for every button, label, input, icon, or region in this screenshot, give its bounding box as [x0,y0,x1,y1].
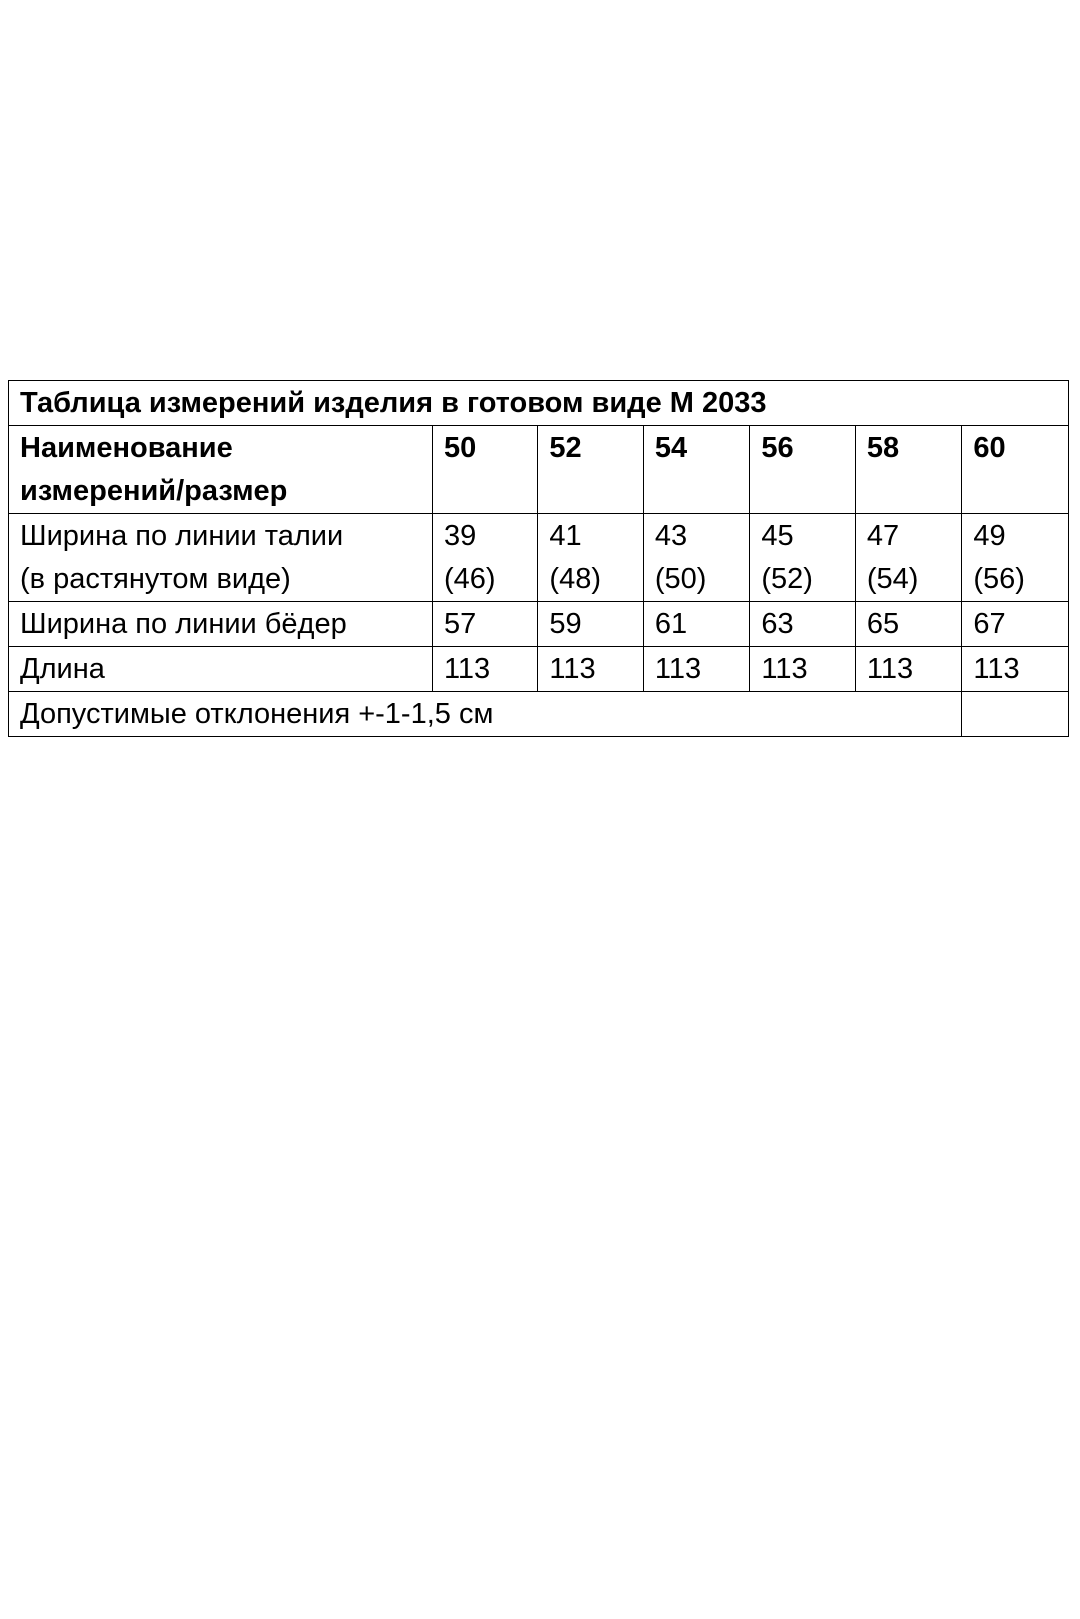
cell-value-stretched: (54) [866,563,919,595]
table-cell: 63 [750,602,855,647]
table-row [9,647,1069,692]
table-cell: 113 [643,647,750,692]
cell-value-stretched: (46) [443,563,496,595]
table-row [9,602,1069,647]
table-cell: 57 [432,602,537,647]
table-note-row [9,692,1069,737]
header-size-52: 52 [538,426,643,514]
header-label-line2: измерений/размер [20,475,288,507]
cell-value: 47 [866,520,900,552]
cell-value-stretched: (50) [654,563,707,595]
table-cell: 113 [538,647,643,692]
row-label-cell: Длина [9,647,433,692]
table-cell: 67 [962,602,1069,647]
table-header-row [9,426,1069,514]
table-cell [643,514,750,602]
table-cell: 113 [750,647,855,692]
row-label-cell: Ширина по линии бёдер [9,602,433,647]
table-title: Таблица измерений изделия в готовом виде М 2033 [9,381,1069,426]
header-label-cell [9,426,433,514]
table-cell: 113 [432,647,537,692]
header-label-line1: Наименование [20,432,233,464]
header-size-50: 50 [432,426,537,514]
row-label-line1: Ширина по линии талии [20,520,344,552]
table-cell [432,514,537,602]
table-cell [538,514,643,602]
cell-value-stretched: (48) [549,563,601,595]
cell-value: 39 [443,520,477,552]
table-cell: 113 [962,647,1069,692]
table-row [9,514,1069,602]
cell-value-stretched: (56) [973,563,1025,595]
measurements-table [8,380,1069,737]
cell-value: 43 [654,520,688,552]
tolerance-note: Допустимые отклонения +-1-1,5 см [9,692,962,737]
header-size-60: 60 [962,426,1069,514]
cell-value: 49 [973,520,1006,552]
table-cell [750,514,855,602]
header-size-54: 54 [643,426,750,514]
table-cell: 59 [538,602,643,647]
table-cell: 61 [643,602,750,647]
cell-value: 45 [761,520,794,552]
row-label-line2: (в растянутом виде) [20,563,291,595]
table-title-row [9,381,1069,426]
table-cell: 65 [855,602,962,647]
table-cell [855,514,962,602]
header-size-58: 58 [855,426,962,514]
row-label-cell [9,514,433,602]
table-cell-empty [962,692,1069,737]
cell-value-stretched: (52) [761,563,813,595]
cell-value: 41 [549,520,582,552]
table-cell: 113 [855,647,962,692]
table-cell [962,514,1069,602]
header-size-56: 56 [750,426,855,514]
